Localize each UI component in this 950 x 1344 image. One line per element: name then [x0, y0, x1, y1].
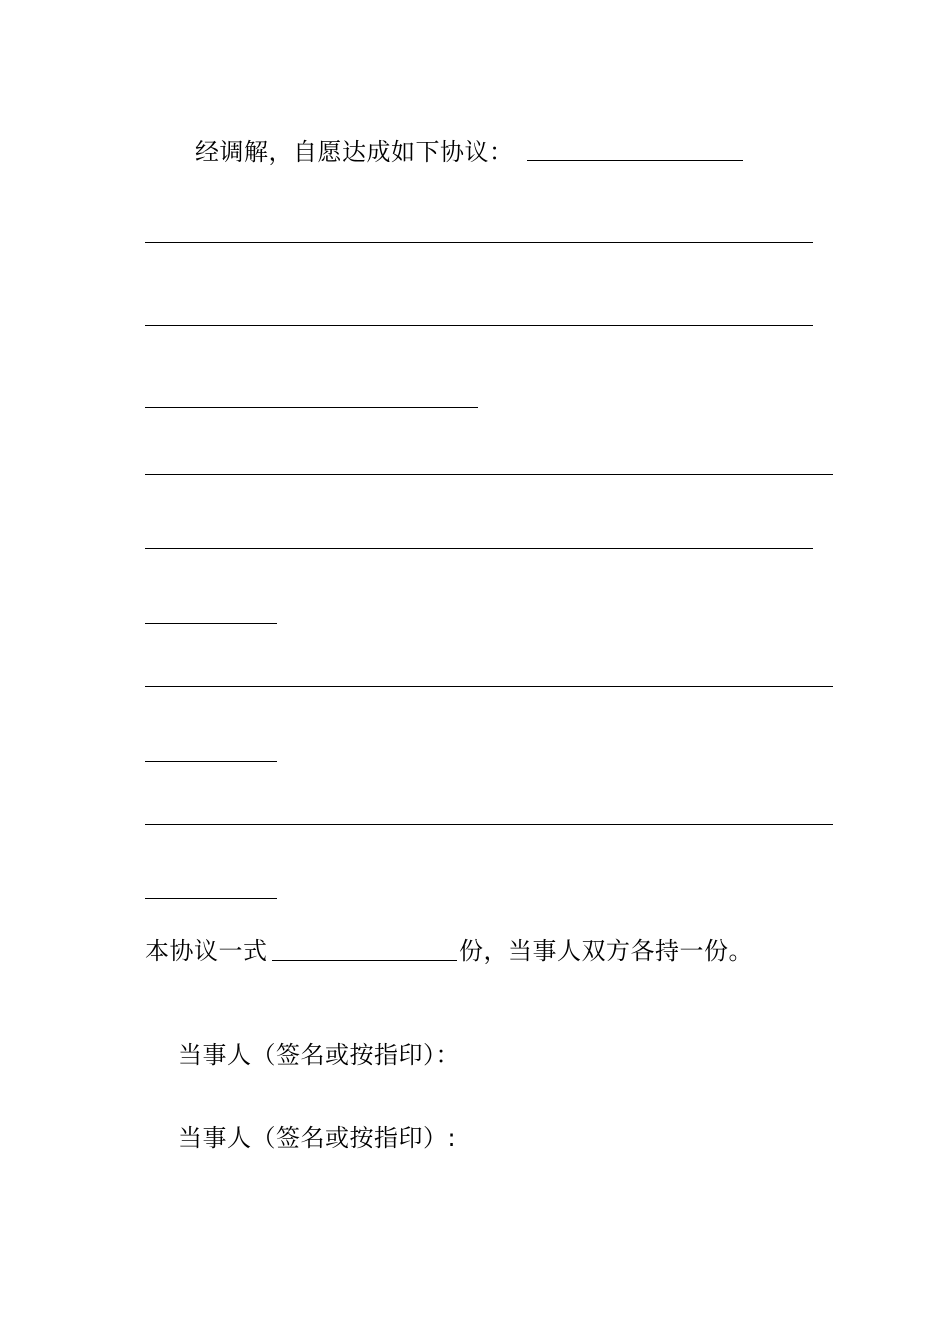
copies-suffix-text: 份，当事人双方各持一份。: [459, 937, 753, 965]
agreement-blank-line[interactable]: [145, 824, 833, 825]
agreement-blank-line[interactable]: [145, 761, 277, 762]
copies-count-blank[interactable]: [272, 960, 457, 961]
agreement-blank-line[interactable]: [145, 548, 813, 549]
agreement-blank-line[interactable]: [145, 242, 813, 243]
agreement-blank-line[interactable]: [145, 898, 277, 899]
agreement-blank-line[interactable]: [145, 325, 813, 326]
agreement-blank-line[interactable]: [145, 474, 833, 475]
agreement-blank-line[interactable]: [527, 160, 743, 161]
signature-label: 当事人（签名或按指印）:: [178, 1124, 457, 1152]
signature-label: 当事人（签名或按指印）：: [178, 1041, 460, 1069]
agreement-blank-line[interactable]: [145, 407, 478, 408]
agreement-intro-text: 经调解，自愿达成如下协议：: [195, 138, 514, 166]
copies-prefix-text: 本协议一式: [145, 937, 268, 965]
agreement-blank-line[interactable]: [145, 686, 833, 687]
agreement-blank-line[interactable]: [145, 623, 277, 624]
